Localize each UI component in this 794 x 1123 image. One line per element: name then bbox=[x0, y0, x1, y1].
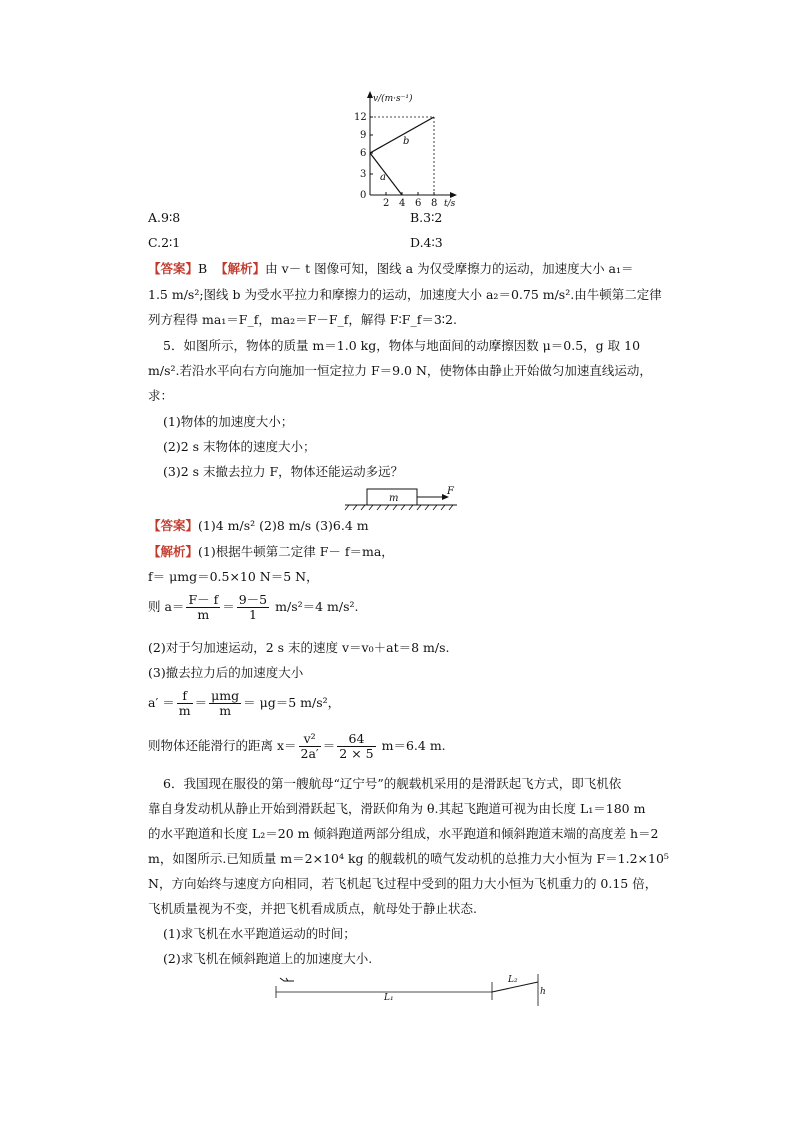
q5-a7-suffix: m＝6.4 m. bbox=[381, 738, 446, 753]
q4-analysis-text-1: 由 v－ t 图像可知，图线 a 为仅受摩擦力的运动，加速度大小 a₁＝ bbox=[265, 261, 634, 276]
frac-numerator: F－ f bbox=[188, 592, 219, 607]
q5-stem-line2: m/s².若沿水平向右方向施加一恒定拉力 F＝9.0 N，使物体由静止开始做匀加速直线运动， bbox=[148, 363, 652, 378]
runway-figure bbox=[270, 970, 550, 1010]
origin-label: 0 bbox=[360, 190, 367, 201]
q5-analysis-line7 bbox=[148, 731, 446, 761]
fraction-f-minus-f-over-m bbox=[186, 593, 220, 622]
frac-numerator: v² bbox=[299, 732, 321, 747]
x-tick-label-2: 2 bbox=[383, 198, 390, 209]
q5-answer-value: (1)4 m/s² (2)8 m/s (3)6.4 m bbox=[198, 518, 369, 533]
series-a-label: a bbox=[380, 172, 386, 183]
q6-stem-line6: 飞机质量视为不变，并把飞机看成质点，航母处于静止状态. bbox=[148, 901, 477, 916]
option-b: B.3∶2 bbox=[410, 210, 443, 225]
fraction-64-over-2x5 bbox=[337, 732, 375, 761]
series-b-label: b bbox=[403, 136, 410, 147]
series-a-line bbox=[370, 153, 402, 195]
x-axis-label: t/s bbox=[444, 199, 456, 209]
frac-numerator: 64 bbox=[337, 732, 375, 747]
frac-numerator: μmg bbox=[211, 688, 240, 703]
x-tick-label-8: 8 bbox=[431, 198, 438, 209]
option-c: C.2∶1 bbox=[148, 235, 181, 250]
label-h: h bbox=[540, 987, 546, 997]
q5-analysis-text-1: (1)根据牛顿第二定律 F－ f＝ma， bbox=[198, 544, 394, 559]
x-axis-arrow bbox=[450, 192, 457, 198]
q6-stem-line2: 靠自身发动机从静止开始到滑跃起飞，滑跃仰角为 θ.其起飞跑道可视为由长度 L₁＝180 m bbox=[148, 801, 646, 816]
analysis-tag: 【解析】 bbox=[148, 544, 199, 559]
label-L1: L₁ bbox=[384, 993, 394, 1003]
q5-answer-line bbox=[148, 518, 369, 534]
plane-icon bbox=[280, 978, 294, 981]
frac-numerator: f bbox=[177, 689, 193, 704]
y-tick-label-3: 3 bbox=[360, 169, 367, 180]
q5-analysis-line2: f＝ μmg＝0.5×10 N＝5 N， bbox=[148, 569, 319, 584]
y-tick-label-12: 12 bbox=[354, 112, 367, 123]
frac-denominator: 2a′ bbox=[300, 746, 319, 761]
equals-sign: ＝ bbox=[194, 695, 208, 710]
equals-sign: ＝ bbox=[222, 599, 235, 614]
q4-analysis-line3: 列方程得 ma₁＝F_f，ma₂＝F－F_f，解得 F∶F_f＝3∶2. bbox=[148, 312, 457, 327]
q5-sub3: (3)2 s 末撤去拉力 F，物体还能运动多远？ bbox=[163, 464, 404, 479]
force-label-F: F bbox=[447, 486, 454, 497]
x-tick-label-6: 6 bbox=[415, 198, 422, 209]
frac-denominator: 1 bbox=[248, 607, 257, 622]
block-figure bbox=[345, 485, 457, 511]
q6-sub1: (1)求飞机在水平跑道运动的时间； bbox=[163, 926, 356, 941]
frac-denominator: m bbox=[178, 703, 191, 718]
q6-stem-line4: m，如图所示.已知质量 m＝2×10⁴ kg 的舰载机的喷气发动机的总推力大小恒为 F＝1.2×10⁵ bbox=[148, 851, 669, 866]
analysis-tag: 【解析】 bbox=[215, 261, 266, 276]
equals-sign: ＝ bbox=[322, 738, 336, 753]
q5-sub1: (1)物体的加速度大小； bbox=[163, 414, 294, 429]
option-a: A.9∶8 bbox=[148, 210, 181, 225]
y-axis-label: v/(m·s⁻¹) bbox=[373, 94, 413, 104]
fraction-9-minus-5-over-1 bbox=[237, 593, 269, 622]
answer-tag: 【答案】 bbox=[148, 261, 199, 276]
q5-analysis-line4: (2)对于匀加速运动，2 s 末的速度 v＝v₀＋at＝8 m/s. bbox=[148, 640, 450, 655]
fraction-f-over-m bbox=[177, 689, 193, 718]
series-b-line bbox=[370, 117, 434, 153]
q5-stem-line1: 5．如图所示，物体的质量 m＝1.0 kg，物体与地面间的动摩擦因数 μ＝0.5，g 取 10 bbox=[163, 338, 641, 353]
ground-hatch bbox=[345, 505, 453, 510]
q5-analysis-line3 bbox=[148, 592, 359, 622]
y-tick-label-9: 9 bbox=[360, 130, 367, 141]
frac-denominator: 2 × 5 bbox=[339, 746, 374, 761]
q5-analysis-line6 bbox=[148, 688, 340, 718]
y-tick-label-6: 6 bbox=[360, 148, 367, 159]
q6-sub2: (2)求飞机在倾斜跑道上的加速度大小. bbox=[163, 951, 373, 966]
q5-a6-suffix: ＝ μg＝5 m/s²， bbox=[243, 695, 341, 710]
q5-analysis-line5: (3)撤去拉力后的加速度大小 bbox=[148, 665, 304, 680]
q4-answer-value: B bbox=[198, 261, 208, 276]
q4-answer-line1 bbox=[148, 261, 634, 277]
q5-stem-line3: 求： bbox=[148, 388, 174, 403]
q6-stem-line5: N，方向始终与速度方向相同，若飞机起飞过程中受到的阻力大小恒为飞机重力的 0.15 倍， bbox=[148, 876, 658, 891]
frac-numerator: 9－5 bbox=[238, 592, 268, 607]
x-tick-label-4: 4 bbox=[399, 198, 406, 209]
q5-a3-prefix: 则 a＝ bbox=[148, 599, 185, 614]
label-L2: L₂ bbox=[508, 975, 518, 985]
vt-chart bbox=[350, 90, 460, 209]
frac-denominator: m bbox=[197, 607, 210, 622]
option-d: D.4∶3 bbox=[410, 235, 443, 250]
q5-a3-suffix: m/s²＝4 m/s². bbox=[275, 599, 359, 614]
frac-denominator: m bbox=[219, 703, 232, 718]
fraction-v2-over-2a bbox=[299, 732, 321, 761]
q6-stem-line3: 的水平跑道和长度 L₂＝20 m 倾斜跑道两部分组成，水平跑道和倾斜跑道末端的高度差 h＝2 bbox=[148, 826, 659, 841]
q6-stem-line1: 6．我国现在服役的第一艘航母“辽宁号”的舰载机采用的是滑跃起飞方式，即飞机依 bbox=[163, 776, 622, 791]
q5-sub2: (2)2 s 末物体的速度大小； bbox=[163, 439, 316, 454]
answer-tag: 【答案】 bbox=[148, 518, 199, 533]
q5-a6-prefix: a′ ＝ bbox=[148, 695, 175, 710]
q5-a7-prefix: 则物体还能滑行的距离 x＝ bbox=[148, 738, 297, 753]
block-label-m: m bbox=[389, 493, 399, 504]
q5-analysis-line1 bbox=[148, 544, 394, 560]
q4-analysis-line2: 1.5 m/s²;图线 b 为受水平拉力和摩擦力的运动，加速度大小 a₂＝0.75 m/s².由牛顿第二定律 bbox=[148, 287, 662, 302]
fraction-mumg-over-m bbox=[209, 689, 241, 718]
